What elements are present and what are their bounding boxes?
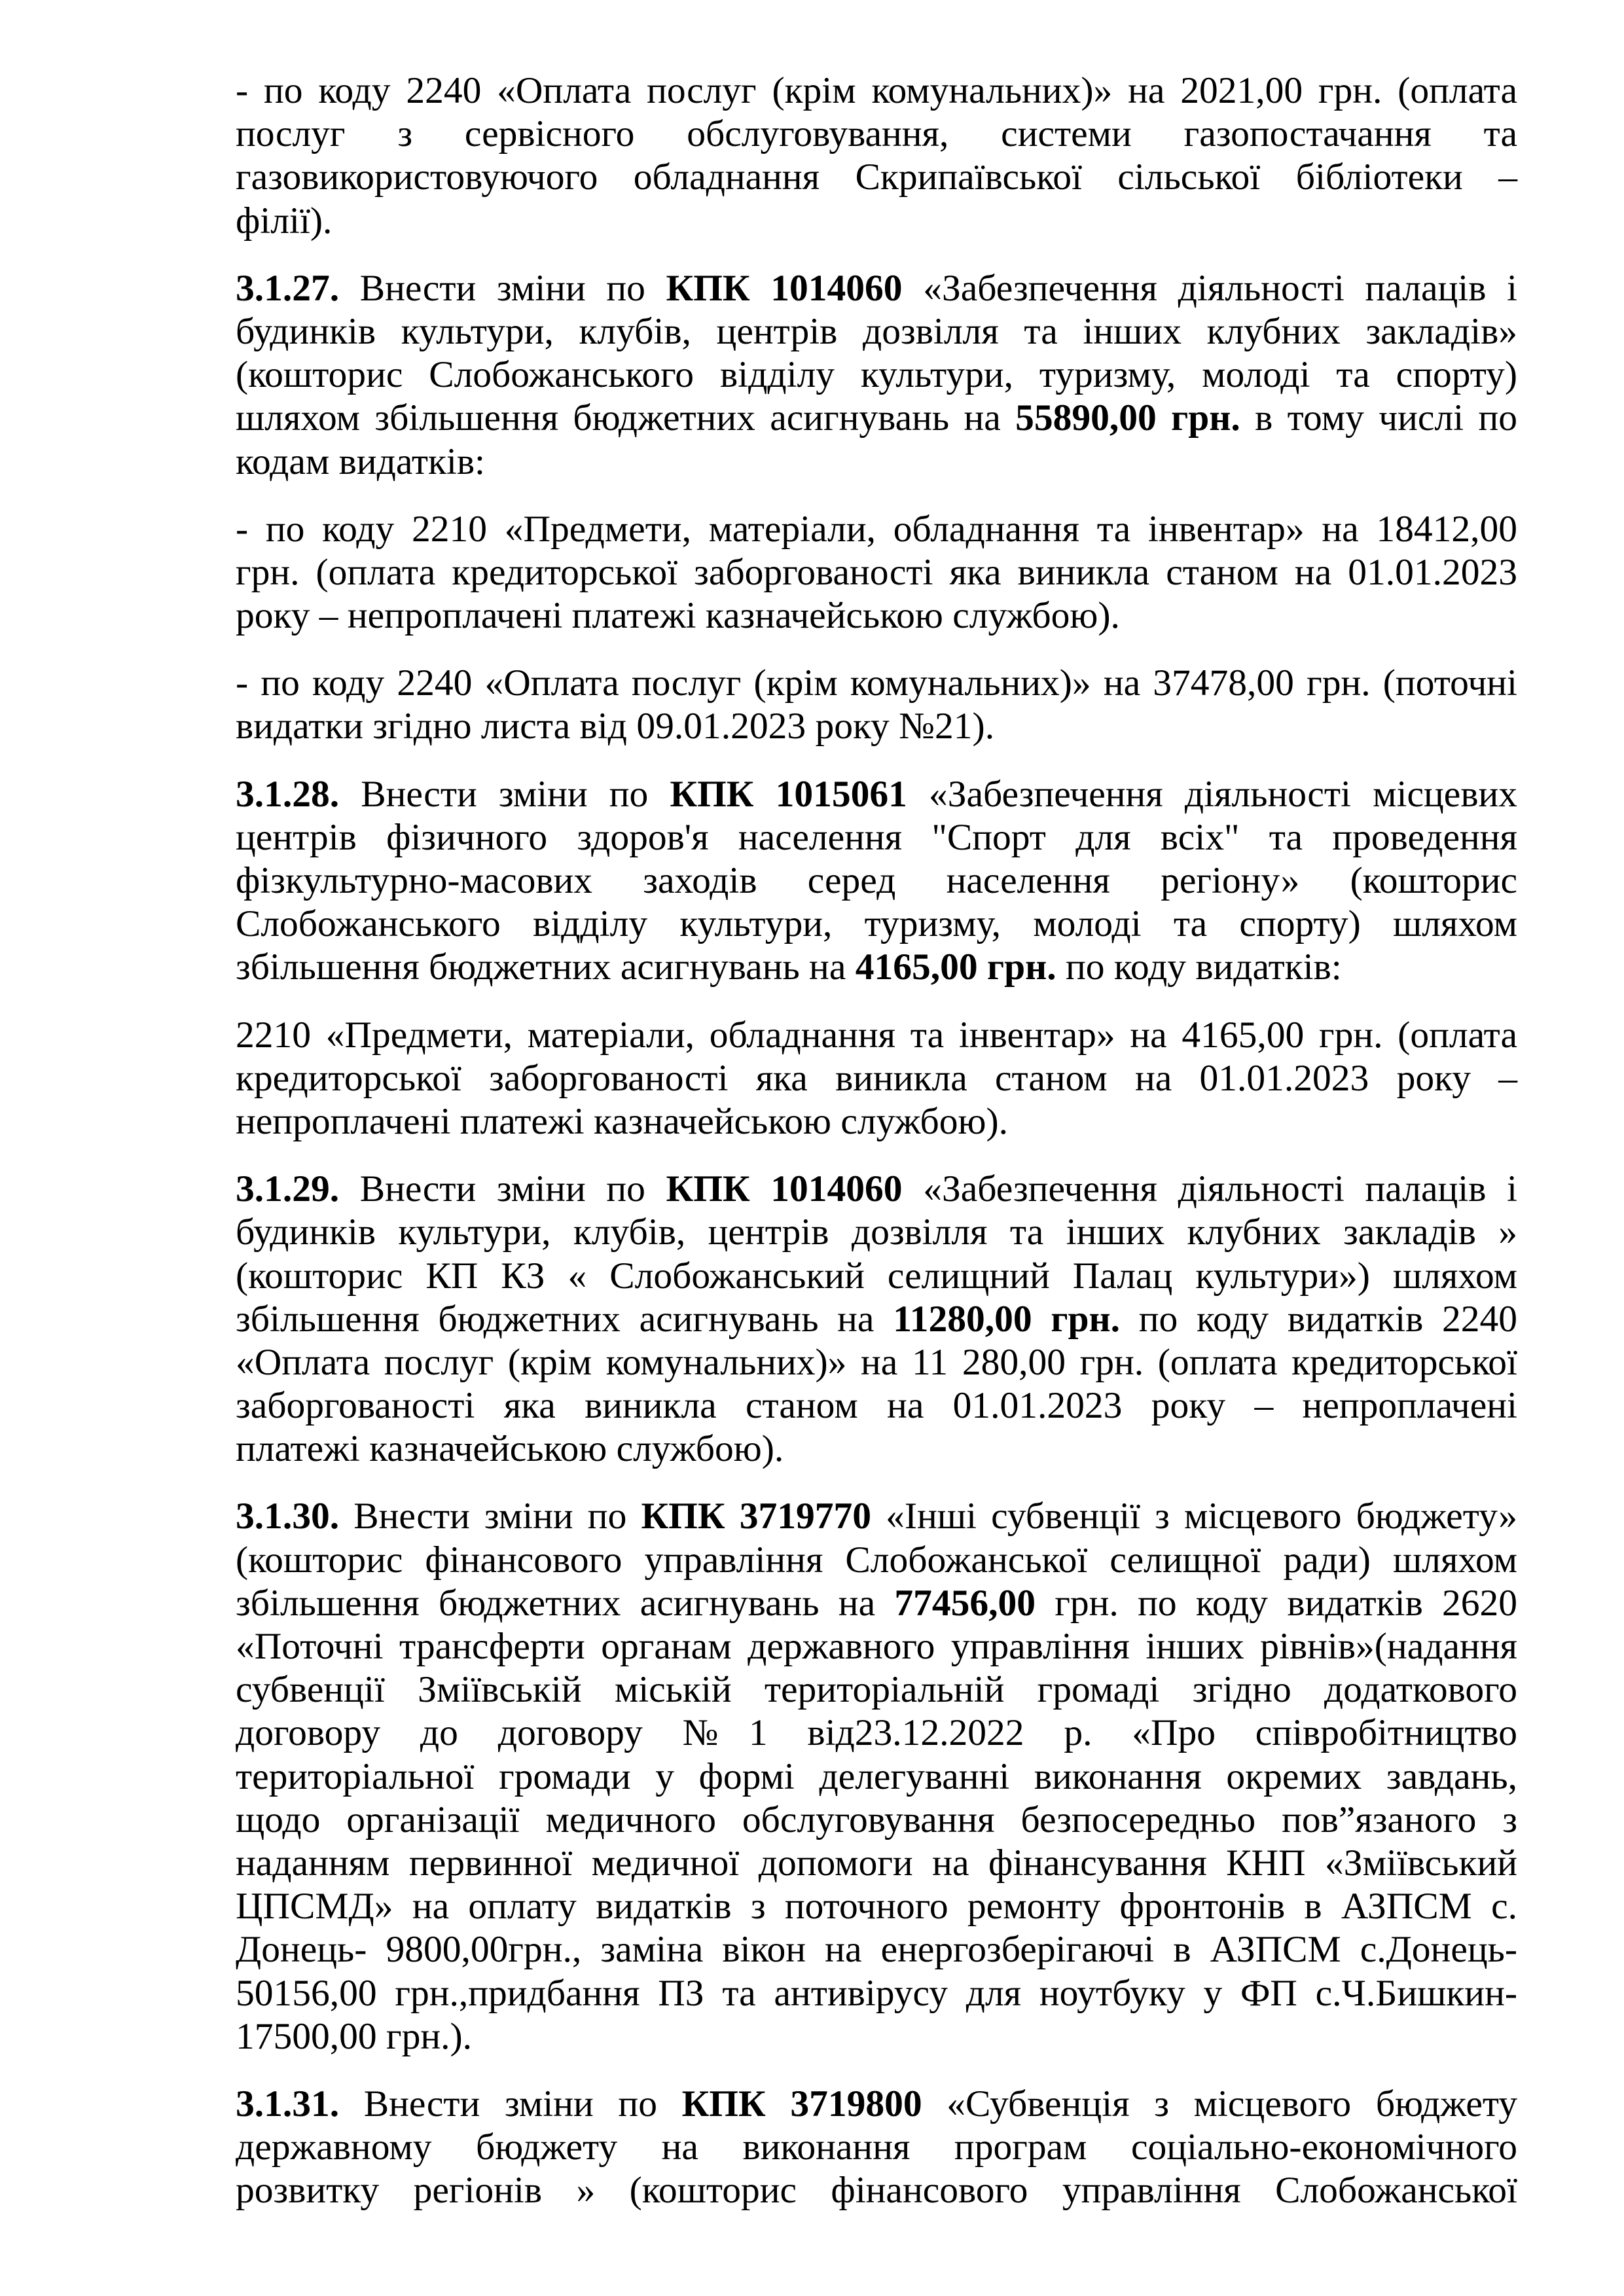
text: філії). bbox=[236, 200, 333, 242]
text-line bbox=[236, 310, 1517, 353]
text-line bbox=[236, 267, 1517, 310]
text: «Оплата послуг (крім комунальних)» на 11 280,00 грн. (оплата кредиторської bbox=[236, 1341, 1517, 1383]
text-line bbox=[236, 2169, 1517, 2212]
text-line bbox=[236, 113, 1517, 156]
text-line bbox=[236, 1799, 1517, 1842]
text: збільшення бюджетних асигнувань на bbox=[236, 1582, 895, 1624]
text-line bbox=[236, 508, 1517, 551]
paragraph bbox=[236, 1495, 1517, 2058]
text: «Поточні трансферти органам державного управління інших рівнів»(надання bbox=[236, 1626, 1517, 1667]
bold-text: 3.1.29. bbox=[236, 1168, 340, 1210]
text-line bbox=[236, 2083, 1517, 2126]
text: Внести зміни по bbox=[339, 1496, 641, 1537]
text: збільшення бюджетних асигнувань на bbox=[236, 1298, 893, 1340]
text-line bbox=[236, 1341, 1517, 1384]
text: Донець- 9800,00грн., заміна вікон на енергозберігаючі в АЗПСМ с.Донець- bbox=[236, 1929, 1517, 1971]
text: (кошторис КП КЗ « Слобожанський селищний Палац культури») шляхом bbox=[236, 1255, 1517, 1297]
paragraph bbox=[236, 773, 1517, 990]
text: Слобожанського відділу культури, туризму, молоді та спорту) шляхом bbox=[236, 903, 1517, 945]
bold-text: 3.1.28. bbox=[236, 773, 340, 815]
text-line bbox=[236, 1712, 1517, 1755]
text-line bbox=[236, 353, 1517, 397]
text: «Інші субвенції з місцевого бюджету» bbox=[871, 1496, 1517, 1537]
bold-text: 77456,00 bbox=[894, 1582, 1036, 1624]
bold-text: 3.1.27. bbox=[236, 267, 340, 309]
text-line bbox=[236, 1168, 1517, 1211]
text-line bbox=[236, 551, 1517, 594]
document-page bbox=[236, 69, 1517, 2236]
text: «Забезпечення діяльності палаців і bbox=[902, 267, 1517, 309]
text: 2210 «Предмети, матеріали, обладнання та інвентар» на 4165,00 грн. (оплата bbox=[236, 1014, 1517, 1056]
paragraph bbox=[236, 508, 1517, 638]
text-line bbox=[236, 1427, 1517, 1471]
text: по коду видатків: bbox=[1056, 946, 1342, 988]
text-line bbox=[236, 1014, 1517, 1057]
text: (кошторис Слобожанського відділу культури, туризму, молоді та спорту) bbox=[236, 354, 1517, 396]
text: кредиторської заборгованості яка виникла станом на 01.01.2023 року – bbox=[236, 1057, 1517, 1099]
text-line bbox=[236, 1972, 1517, 2015]
text-line bbox=[236, 1755, 1517, 1799]
paragraph bbox=[236, 1014, 1517, 1144]
text: - по коду 2240 «Оплата послуг (крім комунальних)» на 2021,00 грн. (оплата bbox=[236, 70, 1517, 111]
text: послуг з сервісного обслуговування, системи газопостачання та bbox=[236, 113, 1517, 155]
bold-text: 11280,00 грн. bbox=[893, 1298, 1120, 1340]
text-line bbox=[236, 440, 1517, 484]
text-line bbox=[236, 397, 1517, 440]
text: 17500,00 грн.). bbox=[236, 2015, 473, 2057]
text: будинків культури, клубів, центрів дозвілля та інших клубних закладів» bbox=[236, 310, 1517, 352]
paragraph bbox=[236, 662, 1517, 748]
text-line bbox=[236, 156, 1517, 199]
text: державному бюджету на виконання програм соціально-економічного bbox=[236, 2126, 1517, 2168]
bold-text: КПК 1014060 bbox=[666, 267, 903, 309]
text-line bbox=[236, 1582, 1517, 1625]
text-line bbox=[236, 69, 1517, 113]
paragraph bbox=[236, 69, 1517, 243]
text: - по коду 2210 «Предмети, матеріали, обладнання та інвентар» на 18412,00 bbox=[236, 508, 1517, 550]
text: наданням первинної медичної допомоги на фінансування КНП «Зміївський bbox=[236, 1842, 1517, 1884]
text: «Субвенція з місцевого бюджету bbox=[922, 2083, 1517, 2125]
text-line bbox=[236, 1057, 1517, 1100]
bold-text: КПК 3719770 bbox=[641, 1496, 871, 1537]
text-line bbox=[236, 1625, 1517, 1668]
text: Внести зміни по bbox=[339, 1168, 666, 1210]
text-line bbox=[236, 2126, 1517, 2169]
text: Внести зміни по bbox=[339, 773, 670, 815]
bold-text: 55890,00 грн. bbox=[1015, 397, 1240, 439]
paragraph bbox=[236, 1168, 1517, 1471]
text: договору до договору №1 від23.12.2022 р. «Про співробітництво bbox=[236, 1712, 1517, 1754]
text-line bbox=[236, 1384, 1517, 1427]
text: щодо організації медичного обслуговування безпосередньо пов”язаного з bbox=[236, 1799, 1517, 1840]
text: в тому числі по bbox=[1240, 397, 1517, 439]
text-line bbox=[236, 705, 1517, 748]
text: центрів фізичного здоров'я населення "Спорт для всіх" та проведення bbox=[236, 816, 1517, 858]
bold-text: КПК 1015061 bbox=[670, 773, 907, 815]
text-line bbox=[236, 1100, 1517, 1143]
text-line bbox=[236, 816, 1517, 859]
text-line bbox=[236, 1539, 1517, 1582]
text: видатки згідно листа від 09.01.2023 року №21). bbox=[236, 706, 995, 747]
text-line bbox=[236, 903, 1517, 946]
text: грн. по коду видатків 2620 bbox=[1036, 1582, 1518, 1624]
bold-text: КПК 3719800 bbox=[681, 2083, 922, 2125]
bold-text: 3.1.31. bbox=[236, 2083, 340, 2125]
text: 50156,00 грн.,придбання ПЗ та антивірусу для ноутбуку у ФП с.Ч.Бишкин- bbox=[236, 1972, 1517, 2014]
text-line bbox=[236, 594, 1517, 637]
text: непроплачені платежі казначейською службою). bbox=[236, 1100, 1009, 1142]
bold-text: 4165,00 грн. bbox=[855, 946, 1056, 988]
text: заборгованості яка виникла станом на 01.01.2023 року – непроплачені bbox=[236, 1385, 1517, 1427]
text-line bbox=[236, 1495, 1517, 1538]
text-line bbox=[236, 859, 1517, 903]
text-line bbox=[236, 1842, 1517, 1885]
text: Внести зміни по bbox=[339, 267, 666, 309]
text: (кошторис фінансового управління Слобожанської селищної ради) шляхом bbox=[236, 1539, 1517, 1581]
text: року – непроплачені платежі казначейською службою). bbox=[236, 595, 1120, 637]
text: фізкультурно-масових заходів серед населення регіону» (кошторис bbox=[236, 860, 1517, 901]
text: будинків культури, клубів, центрів дозвілля та інших клубних закладів » bbox=[236, 1211, 1517, 1253]
text: Внести зміни по bbox=[339, 2083, 682, 2125]
text: розвитку регіонів » (кошторис фінансового управління Слобожанської bbox=[236, 2170, 1517, 2212]
text-line bbox=[236, 1298, 1517, 1341]
text-line bbox=[236, 1255, 1517, 1298]
text-line bbox=[236, 1885, 1517, 1928]
text-line bbox=[236, 1928, 1517, 1971]
text: шляхом збільшення бюджетних асигнувань на bbox=[236, 397, 1016, 439]
text-line bbox=[236, 2015, 1517, 2058]
text: «Забезпечення діяльності місцевих bbox=[907, 773, 1517, 815]
paragraph bbox=[236, 267, 1517, 484]
text: субвенції Зміївській міській територіальній громаді згідно додаткового bbox=[236, 1669, 1517, 1711]
text: газовикористовуючого обладнання Скрипаївської сільської бібліотеки – bbox=[236, 156, 1517, 198]
text: збільшення бюджетних асигнувань на bbox=[236, 946, 856, 988]
text: ЦПСМД» на оплату видатків з поточного ремонту фронтонів в АЗПСМ с. bbox=[236, 1886, 1517, 1928]
text: територіальної громади у формі делегуванні виконання окремих завдань, bbox=[236, 1755, 1517, 1797]
text: платежі казначейською службою). bbox=[236, 1428, 784, 1470]
text-line bbox=[236, 200, 1517, 243]
text: грн. (оплата кредиторської заборгованості яка виникла станом на 01.01.2023 bbox=[236, 551, 1517, 593]
bold-text: 3.1.30. bbox=[236, 1496, 340, 1537]
text-line bbox=[236, 946, 1517, 989]
text: по коду видатків 2240 bbox=[1120, 1298, 1518, 1340]
text: - по коду 2240 «Оплата послуг (крім комунальних)» на 37478,00 грн. (поточні bbox=[236, 662, 1517, 704]
text: «Забезпечення діяльності палаців і bbox=[902, 1168, 1517, 1210]
text-line bbox=[236, 1668, 1517, 1712]
text-line bbox=[236, 1211, 1517, 1254]
text-line bbox=[236, 773, 1517, 816]
text: кодам видатків: bbox=[236, 440, 486, 482]
paragraph bbox=[236, 2083, 1517, 2213]
text-line bbox=[236, 662, 1517, 705]
bold-text: КПК 1014060 bbox=[666, 1168, 903, 1210]
